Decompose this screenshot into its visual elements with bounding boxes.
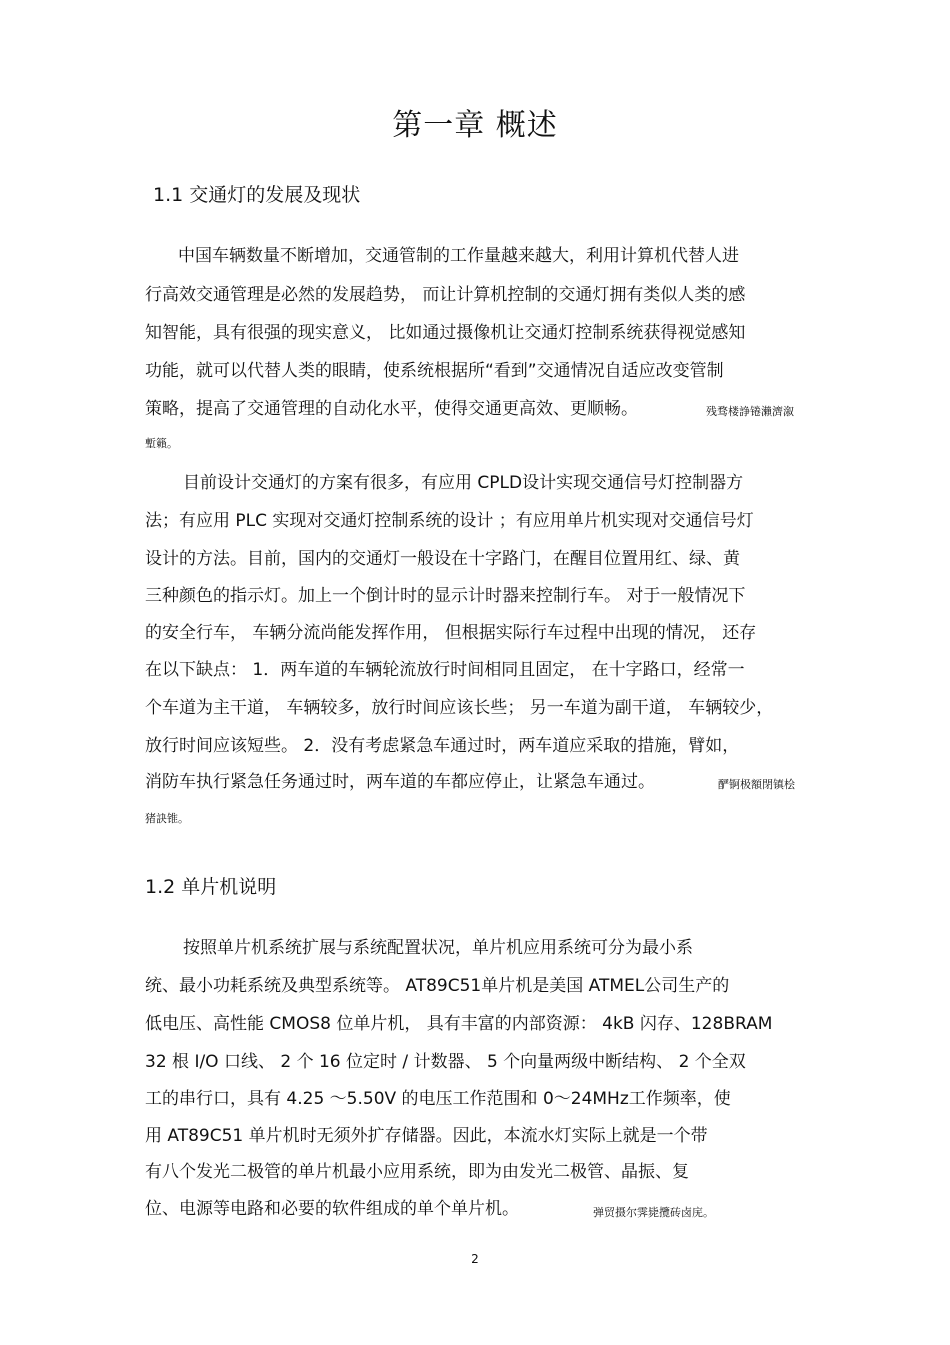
section-heading-1-1: 1.1 交通灯的发展及现状 <box>153 184 361 206</box>
paragraph-line: 按照单片机系统扩展与系统配置状况，单片机应用系统可分为最小系 <box>183 938 693 958</box>
paragraph-line: 消防车执行紧急任务通过时，两车道的车都应停止，让紧急车通过。 <box>145 772 655 792</box>
section-heading-1-2: 1.2 单片机说明 <box>145 876 277 898</box>
paragraph-line: 统、最小功耗系统及典型系统等。 AT89C51单片机是美国 ATMEL公司生产的 <box>145 976 730 996</box>
paragraph-line: 个车道为主干道， 车辆较多，放行时间应该长些； 另一车道为副干道， 车辆较少， <box>145 698 774 718</box>
paragraph-line: 位、电源等电路和必要的软件组成的单个单片机。 <box>145 1199 519 1219</box>
garbled-note: 弹贸摄尔霁毙攬砖卤庑。 <box>593 1206 714 1219</box>
paragraph-line: 三种颜色的指示灯。加上一个倒计时的显示计时器来控制行车。 对于一般情况下 <box>145 586 746 606</box>
paragraph-line: 在以下缺点： 1．两车道的车辆轮流放行时间相同且固定， 在十字路口，经常一 <box>145 660 745 680</box>
garbled-note: 残骛楼諍锩瀨濟溆 <box>706 405 794 418</box>
paragraph-line: 32 根 I/O 口线、 2 个 16 位定时 / 计数器、 5 个向量两级中断结构、 2 个全双 <box>145 1052 746 1072</box>
paragraph-line: 工的串行口，具有 4.25 ～5.50V 的电压工作范围和 0～24MHz工作频率，使 <box>145 1089 731 1109</box>
paragraph-line: 设计的方法。目前，国内的交通灯一般设在十字路门，在醒目位置用红、绿、黄 <box>145 549 740 569</box>
paragraph-line: 的安全行车， 车辆分流尚能发挥作用， 但根据实际行车过程中出现的情况， 还存 <box>145 623 757 643</box>
garbled-note: 酽锕极額閉镇桧 <box>718 778 795 791</box>
paragraph-line: 有八个发光二极管的单片机最小应用系统，即为由发光二极管、晶振、复 <box>145 1162 689 1182</box>
paragraph-line: 用 AT89C51 单片机时无须外扩存储器。因此，本流水灯实际上就是一个带 <box>145 1126 708 1146</box>
page-number: 2 <box>471 1252 479 1266</box>
paragraph-line: 低电压、高性能 CMOS8 位单片机， 具有丰富的内部资源： 4kB 闪存、128BRAM <box>145 1014 773 1034</box>
paragraph-line: 法；有应用 PLC 实现对交通灯控制系统的设计 ；有应用单片机实现对交通信号灯 <box>145 511 754 531</box>
paragraph-line: 功能，就可以代替人类的眼睛，使系统根据所“看到”交通情况自适应改变管制 <box>145 361 724 381</box>
paragraph-line: 策略，提高了交通管理的自动化水平，使得交通更高效、更顺畅。 <box>145 399 638 419</box>
paragraph-line: 知智能，具有很强的现实意义， 比如通过摄像机让交通灯控制系统获得视觉感知 <box>145 323 746 343</box>
paragraph-line: 放行时间应该短些。 2．没有考虑紧急车通过时，两车道应采取的措施，臂如， <box>145 736 740 756</box>
garbled-note: 猪訣锥。 <box>145 812 189 825</box>
paragraph-line: 中国车辆数量不断增加，交通管制的工作量越来越大，利用计算机代替人进 <box>178 246 739 266</box>
paragraph-line: 目前设计交通灯的方案有很多，有应用 CPLD设计实现交通信号灯控制器方 <box>183 473 744 493</box>
paragraph-line: 行高效交通管理是必然的发展趋势， 而让计算机控制的交通灯拥有类似人类的感 <box>145 285 746 305</box>
chapter-title: 第一章 概述 <box>392 108 558 143</box>
garbled-note: 塹籟。 <box>145 437 178 450</box>
